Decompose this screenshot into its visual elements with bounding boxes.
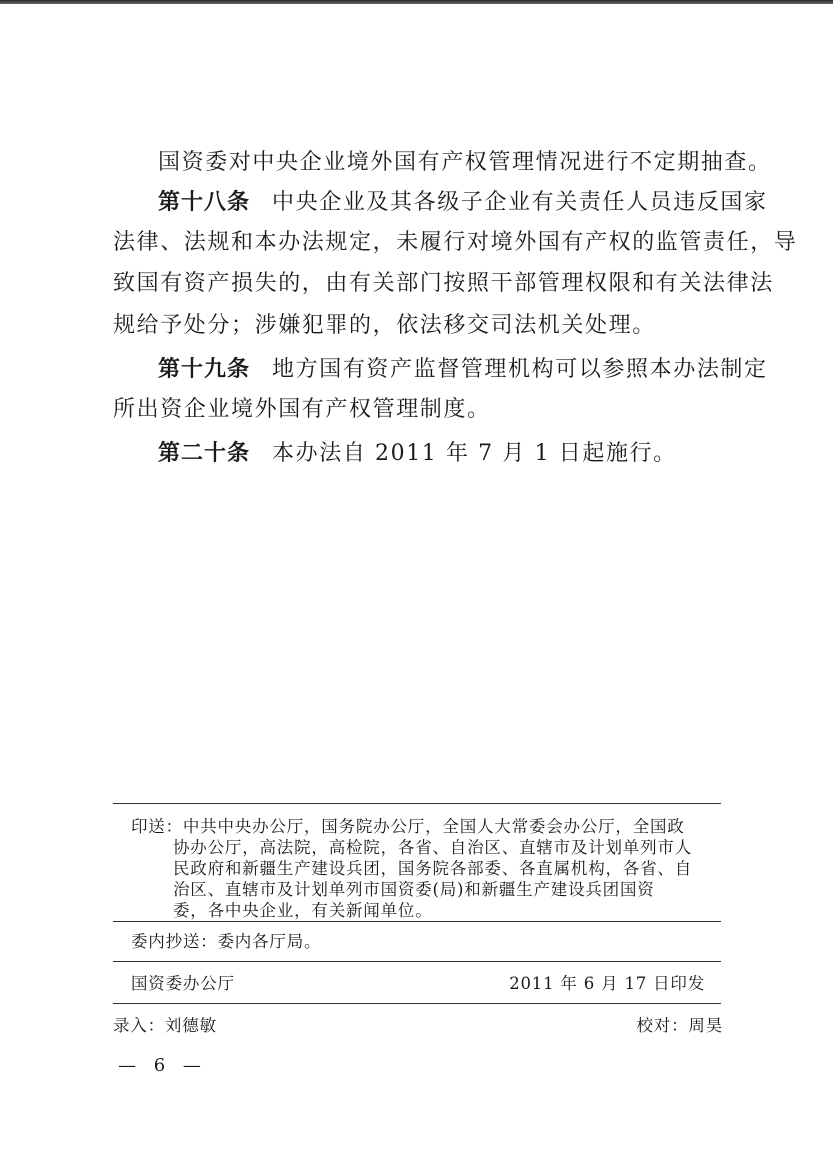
article-20-line <box>158 434 677 474</box>
article-19-line-1: 地方国有资产监督管理机构可以参照本办法制定 <box>272 357 768 382</box>
distribution-mid-rule <box>113 921 721 922</box>
page-number: — 6 — <box>118 1055 207 1076</box>
article-20-line-1: 本办法自 2011 年 7 月 1 日起施行。 <box>272 441 677 466</box>
article-19-first-line <box>158 350 768 390</box>
distribution-line-1: 印送：中共中央办公厅，国务院办公厅，全国人大常委会办公厅，全国政 <box>131 817 685 836</box>
body-line-1: 国资委对中央企业境外国有产权管理情况进行不定期抽查。 <box>158 150 772 175</box>
distribution-line-4: 治区、直辖市及计划单列市国资委(局)和新疆生产建设兵团国资 <box>173 880 655 899</box>
article-18-line-2: 法律、法规和本办法规定，未履行对境外国有产权的监管责任，导 <box>113 230 798 255</box>
top-edge-rule <box>0 0 833 4</box>
entered-by: 录入：刘德敏 <box>113 1016 217 1035</box>
article-19-line-2: 所出资企业境外国有产权管理制度。 <box>113 397 491 422</box>
issuer-top-rule <box>113 961 721 962</box>
article-19-title: 第十九条 <box>158 357 251 382</box>
article-18-line-3: 致国有资产损失的，由有关部门按照干部管理权限和有关法律法 <box>113 271 774 296</box>
article-18-line-1: 中央企业及其各级子企业有关责任人员违反国家 <box>272 190 768 215</box>
article-18-title: 第十八条 <box>158 190 251 215</box>
issuer: 国资委办公厅 <box>131 974 235 993</box>
distribution-line-3: 民政府和新疆生产建设兵团，国务院各部委、各直属机构，各省、自 <box>173 859 692 878</box>
article-18-first-line <box>158 183 768 223</box>
issue-date: 2011 年 6 月 17 日印发 <box>509 974 705 993</box>
distribution-list <box>131 816 692 921</box>
distribution-line-2: 协办公厅，高法院，高检院，各省、自治区、直辖市及计划单列市人 <box>173 838 692 857</box>
issuer-bottom-rule <box>113 1003 721 1004</box>
article-20-title: 第二十条 <box>158 441 251 466</box>
distribution-line-5: 委，各中央企业，有关新闻单位。 <box>173 901 433 920</box>
internal-cc: 委内抄送：委内各厅局。 <box>131 932 322 951</box>
article-18-line-4: 规给予处分；涉嫌犯罪的，依法移交司法机关处理。 <box>113 313 656 338</box>
proofread-by: 校对：周昊 <box>636 1016 723 1035</box>
distribution-top-rule <box>113 803 721 804</box>
